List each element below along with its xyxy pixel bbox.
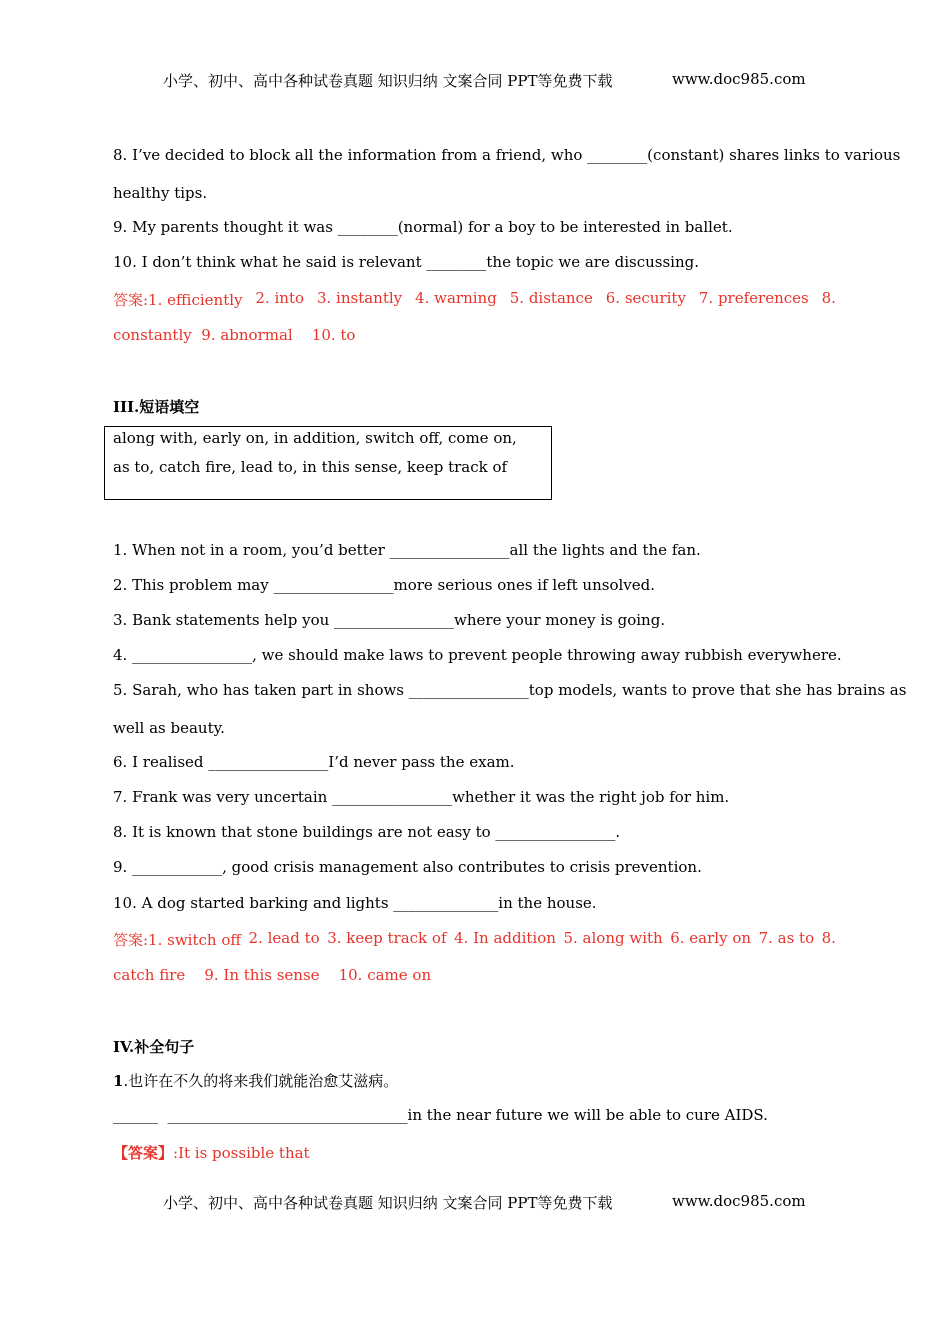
- answer-token: 6. security: [605, 289, 686, 307]
- question-chinese: .也许在不久的将来我们就能治愈艾滋病。: [123, 1072, 399, 1090]
- answer-token: 8.: [821, 289, 836, 307]
- phrase-question-10: 10. A dog started barking and lights ______________in the house.: [113, 894, 597, 912]
- answer-token: 5. along with: [563, 929, 663, 947]
- answer-token: 7. as to: [758, 929, 815, 947]
- footer-url[interactable]: www.doc985.com: [672, 1192, 806, 1210]
- answer-token: 6. early on: [670, 929, 752, 947]
- phrase-question-1: 1. When not in a room, you’d better ________________all the lights and the fan.: [113, 541, 701, 559]
- phrase-question-5-line-1: 5. Sarah, who has taken part in shows ________________top models, wants to prove that she has brains as: [113, 681, 907, 699]
- answer-token: 3. instantly: [316, 289, 403, 307]
- word-bank-line-1: along with, early on, in addition, switch off, come on,: [113, 429, 517, 447]
- answer-key-section-4: [113, 1142, 310, 1163]
- question-8-line-2: healthy tips.: [113, 184, 208, 202]
- answer-token: 4. warning: [415, 289, 497, 307]
- section-3-title: III.短语填空: [113, 398, 200, 416]
- answer-key-section-2: [113, 289, 836, 310]
- phrase-question-2: 2. This problem may ________________more serious ones if left unsolved.: [113, 576, 655, 594]
- answer-token: 7. preferences: [698, 289, 809, 307]
- question-8-line-1: 8. I’ve decided to block all the information from a friend, who ________(constant) shares links to various: [113, 146, 901, 164]
- answer-token: 5. distance: [509, 289, 593, 307]
- answer-text: :It is possible that: [173, 1144, 310, 1162]
- phrase-question-4: 4. ________________, we should make laws to prevent people throwing away rubbish everywhere.: [113, 646, 842, 664]
- answer-token: 3. keep track of: [327, 929, 447, 947]
- answer-token: 答案:1. efficiently: [113, 291, 243, 309]
- question-10: 10. I don’t think what he said is relevant ________the topic we are discussing.: [113, 253, 699, 271]
- phrase-question-8: 8. It is known that stone buildings are not easy to ________________.: [113, 823, 621, 841]
- section-4-title: IV.补全句子: [113, 1038, 195, 1056]
- header-url[interactable]: www.doc985.com: [672, 70, 806, 88]
- phrase-question-3: 3. Bank statements help you ________________where your money is going.: [113, 611, 666, 629]
- answer-token: 2. lead to: [248, 929, 320, 947]
- answer-label: 【答案】: [113, 1144, 174, 1162]
- answer-token: 2. into: [255, 289, 305, 307]
- answer-key-section-2-line-2: constantly 9. abnormal 10. to: [113, 326, 356, 344]
- answer-key-section-3: [113, 929, 836, 950]
- question-number: 1: [113, 1072, 124, 1090]
- header-site-text: 小学、初中、高中各种试卷真题 知识归纳 文案合同 PPT等免费下载: [163, 72, 613, 90]
- answer-token: 8.: [821, 929, 836, 947]
- answer-token: 4. In addition: [454, 929, 556, 947]
- phrase-question-6: 6. I realised ________________I’d never pass the exam.: [113, 753, 515, 771]
- word-bank-line-2: as to, catch fire, lead to, in this sense, keep track of: [113, 458, 508, 476]
- word-bank-box: [104, 426, 552, 500]
- question-9: 9. My parents thought it was ________(normal) for a boy to be interested in ballet.: [113, 218, 733, 236]
- answer-token: 答案:1. switch off: [113, 931, 242, 949]
- footer-site-text: 小学、初中、高中各种试卷真题 知识归纳 文案合同 PPT等免费下载: [163, 1194, 613, 1212]
- sentence-question-1-blank: ______ ________________________________in the near future we will be able to cure AIDS.: [113, 1106, 768, 1124]
- phrase-question-5-line-2: well as beauty.: [113, 719, 225, 737]
- phrase-question-9: 9. ____________, good crisis management also contributes to crisis prevention.: [113, 858, 702, 876]
- sentence-question-1-prompt: [113, 1070, 398, 1091]
- answer-key-section-3-line-2: catch fire 9. In this sense 10. came on: [113, 966, 432, 984]
- phrase-question-7: 7. Frank was very uncertain ________________whether it was the right job for him.: [113, 788, 730, 806]
